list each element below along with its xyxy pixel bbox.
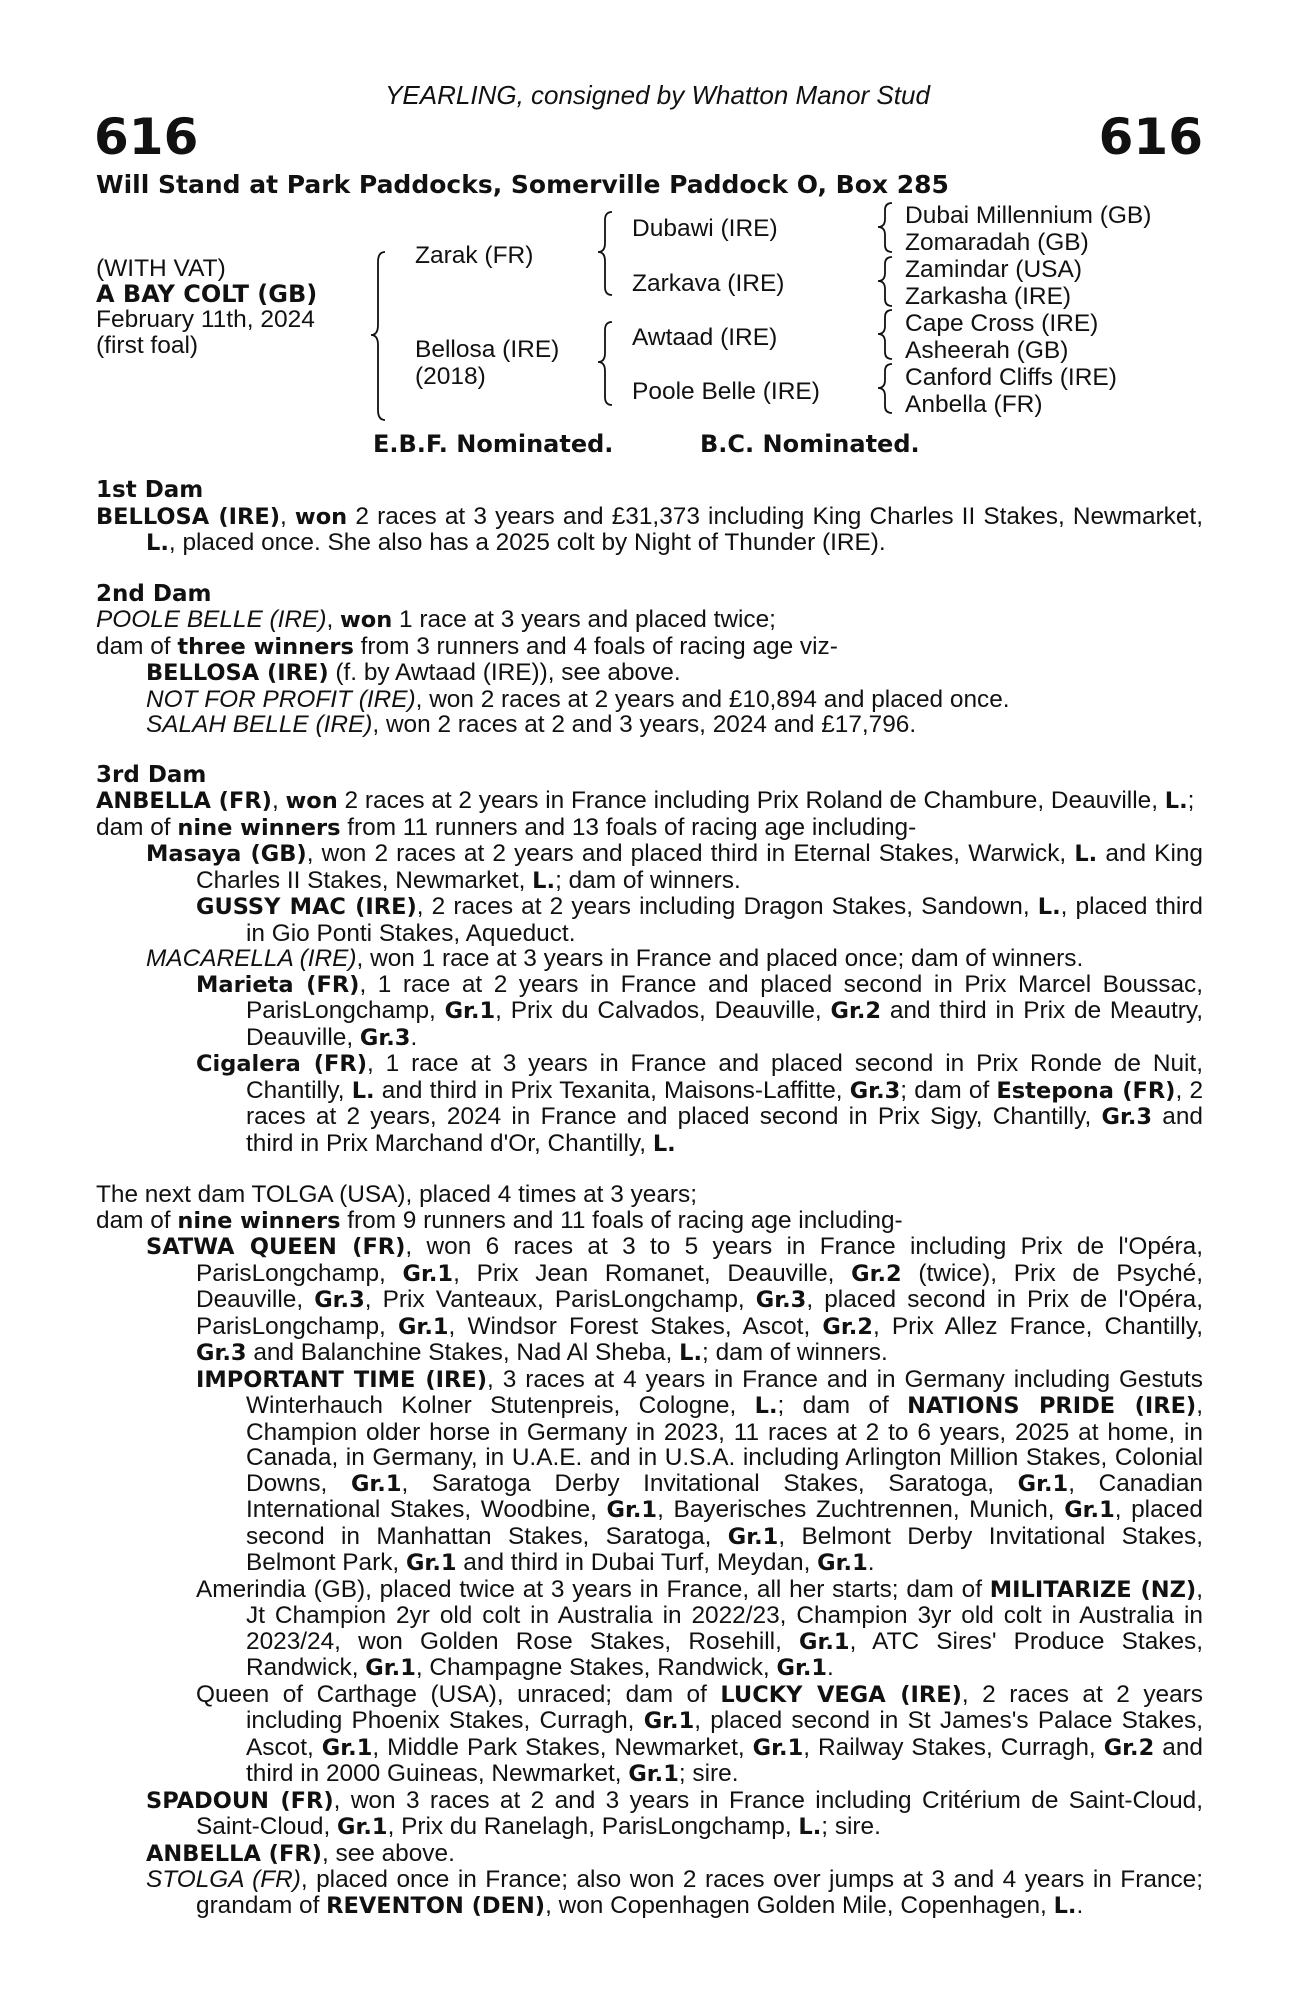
pedigree-paragraph: Cigalera (FR), 1 race at 3 years in France and placed second in Prix Ronde de Nuit, Chantilly, L. and third in Prix Texanita, Maisons-Laffitte, Gr.3; dam of Estepona (FR), 2 races at 2 years, 2024 in France and placed second in Prix Sigy, Chantilly, Gr.3 and third in Prix Marchand d'Or, Chantilly, L.: [196, 1050, 1204, 1157]
pedigree-paragraph: Amerindia (GB), placed twice at 3 years in France, all her starts; dam of MILITARIZE (NZ), Jt Champion 2yr old colt in Australia in 2022/23, Champion 3yr old colt in Australia in 2023/24, won Golden Rose Stakes, Rosehill, Gr.1, ATC Sires' Produce Stakes, Randwick, Gr.1, Champagne Stakes, Randwick, Gr.1.: [196, 1575, 1203, 1681]
pedigree-paragraph: Queen of Carthage (USA), unraced; dam of LUCKY VEGA (IRE), 2 races at 2 years including Phoenix Stakes, Curragh, Gr.1, placed second in St James's Palace Stakes, Ascot, Gr.1, Middle Park Stakes, Newmarket, Gr.1, Railway Stakes, Curragh, Gr.2 and third in 2000 Guineas, Newmarket, Gr.1; sire.: [196, 1680, 1203, 1787]
pedigree-paragraph: POOLE BELLE (IRE), won 1 race at 3 years and placed twice;: [96, 606, 776, 633]
section-gap: [96, 557, 1203, 582]
vat-note: (WITH VAT): [96, 255, 226, 282]
pedigree-paragraph: Masaya (GB), won 2 races at 2 years and placed third in Eternal Stakes, Warwick, L. and King Charles II Stakes, Newmarket, L.; dam of winners.: [146, 840, 1203, 894]
section-gap: [96, 1157, 1203, 1182]
dam-section: [96, 1157, 1203, 1919]
pedigree-gen3-5: Cape Cross (IRE): [905, 310, 1099, 337]
foaling-date: February 11th, 2024: [96, 306, 315, 333]
pedigree-gen2-1: Dubawi (IRE): [632, 215, 778, 242]
pedigree-gen3-1: Dubai Millennium (GB): [905, 202, 1152, 229]
pedigree-paragraph: MACARELLA (IRE), won 1 race at 3 years in France and placed once; dam of winners.: [146, 945, 1084, 972]
dam-heading: 1st Dam: [96, 477, 204, 503]
pedigree-paragraph: STOLGA (FR), placed once in France; also won 2 races over jumps at 3 and 4 years in France; grandam of REVENTON (DEN), won Copenhagen Golden Mile, Copenhagen, L..: [146, 1866, 1203, 1919]
pedigree-gen2-3: Awtaad (IRE): [632, 324, 778, 351]
dam-heading: 2nd Dam: [96, 580, 212, 607]
pedigree-gen3-7: Canford Cliffs (IRE): [905, 364, 1117, 391]
pedigree-paragraph: SALAH BELLE (IRE), won 2 races at 2 and 3 years, 2024 and £17,796.: [146, 711, 917, 738]
dam-section: [96, 557, 1203, 738]
pedigree-paragraph: Marieta (FR), 1 race at 2 years in France and placed second in Prix Marcel Boussac, ParisLongchamp, Gr.1, Prix du Calvados, Deauville, Gr.2 and third in Prix de Meautry, Deauville, Gr.3.: [196, 970, 1203, 1051]
lot-number-left: 616: [94, 108, 199, 166]
dam-section: [96, 738, 1203, 1158]
horse-name: A BAY COLT (GB): [96, 280, 318, 308]
pedigree-gen3-6: Asheerah (GB): [905, 337, 1069, 364]
sire-name: Zarak (FR): [415, 242, 534, 269]
pedigree-gen3-2: Zomaradah (GB): [905, 229, 1089, 256]
consignment-line: YEARLING, consigned by Whatton Manor Stud: [385, 80, 930, 110]
dam-section: [96, 478, 1203, 557]
pedigree-paragraph: BELLOSA (IRE) (f. by Awtaad (IRE)), see above.: [146, 659, 681, 686]
pedigree-paragraph: dam of nine winners from 9 runners and 11 foals of racing age including-: [96, 1206, 903, 1234]
pedigree-paragraph: ANBELLA (FR), see above.: [146, 1839, 455, 1867]
dam-records: [96, 478, 1203, 1919]
pedigree-paragraph: GUSSY MAC (IRE), 2 races at 2 years including Dragon Stakes, Sandown, L., placed third in Gio Ponti Stakes, Aqueduct.: [196, 893, 1203, 947]
pedigree-paragraph: SPADOUN (FR), won 3 races at 2 and 3 years in France including Critérium de Saint-Cloud, Saint-Cloud, Gr.1, Prix du Ranelagh, ParisLongchamp, L.; sire.: [146, 1786, 1203, 1840]
stand-location: Will Stand at Park Paddocks, Somerville Paddock O, Box 285: [96, 170, 949, 199]
pedigree-gen3-3: Zamindar (USA): [905, 256, 1082, 283]
pedigree-paragraph: The next dam TOLGA (USA), placed 4 times at 3 years;: [96, 1181, 697, 1208]
pedigree-gen2-2: Zarkava (IRE): [632, 270, 785, 297]
foal-note: (first foal): [96, 332, 199, 359]
pedigree-gen3-4: Zarkasha (IRE): [905, 283, 1072, 310]
pedigree-gen3-8: Anbella (FR): [905, 391, 1043, 418]
dam-name: Bellosa (IRE): [415, 336, 560, 363]
pedigree-paragraph: dam of three winners from 3 runners and 4 foals of racing age viz-: [96, 632, 838, 660]
dam-year: (2018): [415, 363, 486, 390]
pedigree-paragraph: dam of nine winners from 11 runners and 13 foals of racing age including-: [96, 813, 917, 841]
pedigree-paragraph: ANBELLA (FR), won 2 races at 2 years in France including Prix Roland de Chambure, Deauville, L.;: [96, 787, 1195, 814]
ebf-nomination: E.B.F. Nominated.: [373, 430, 614, 458]
dam-heading: 3rd Dam: [96, 761, 207, 788]
pedigree-paragraph: SATWA QUEEN (FR), won 6 races at 3 to 5 years in France including Prix de l'Opéra, ParisLongchamp, Gr.1, Prix Jean Romanet, Deauville, Gr.2 (twice), Prix de Psyché, Deauville, Gr.3, Prix Vanteaux, ParisLongchamp, Gr.3, placed second in Prix de l'Opéra, ParisLongchamp, Gr.1, Windsor Forest Stakes, Ascot, Gr.2, Prix Allez France, Chantilly, Gr.3 and Balanchine Stakes, Nad Al Sheba, L.; dam of winners.: [146, 1233, 1204, 1366]
bc-nomination: B.C. Nominated.: [700, 430, 920, 458]
lot-number-right: 616: [1098, 108, 1203, 166]
pedigree-paragraph: IMPORTANT TIME (IRE), 3 races at 4 years in France and in Germany including Gestuts Winterhauch Kolner Stutenpreis, Cologne, L.; dam of NATIONS PRIDE (IRE), Champion older horse in Germany in 2023, 11 races at 2 to 6 years, 2025 at home, in Canada, in Germany, in U.A.E. and in U.S.A. including Arlington Million Stakes, Colonial Downs, Gr.1, Saratoga Derby Invitational Stakes, Saratoga, Gr.1, Canadian International Stakes, Woodbine, Gr.1, Bayerisches Zuchtrennen, Munich, Gr.1, placed second in Manhattan Stakes, Saratoga, Gr.1, Belmont Derby Invitational Stakes, Belmont Park, Gr.1 and third in Dubai Turf, Meydan, Gr.1.: [196, 1365, 1203, 1576]
section-gap: [96, 738, 1203, 763]
pedigree-gen2-4: Poole Belle (IRE): [632, 378, 820, 405]
pedigree-paragraph: BELLOSA (IRE), won 2 races at 3 years and £31,373 including King Charles II Stakes, Newmarket, L., placed once. She also has a 2025 colt by Night of Thunder (IRE).: [96, 502, 1203, 556]
pedigree-paragraph: NOT FOR PROFIT (IRE), won 2 races at 2 years and £10,894 and placed once.: [146, 685, 1010, 713]
